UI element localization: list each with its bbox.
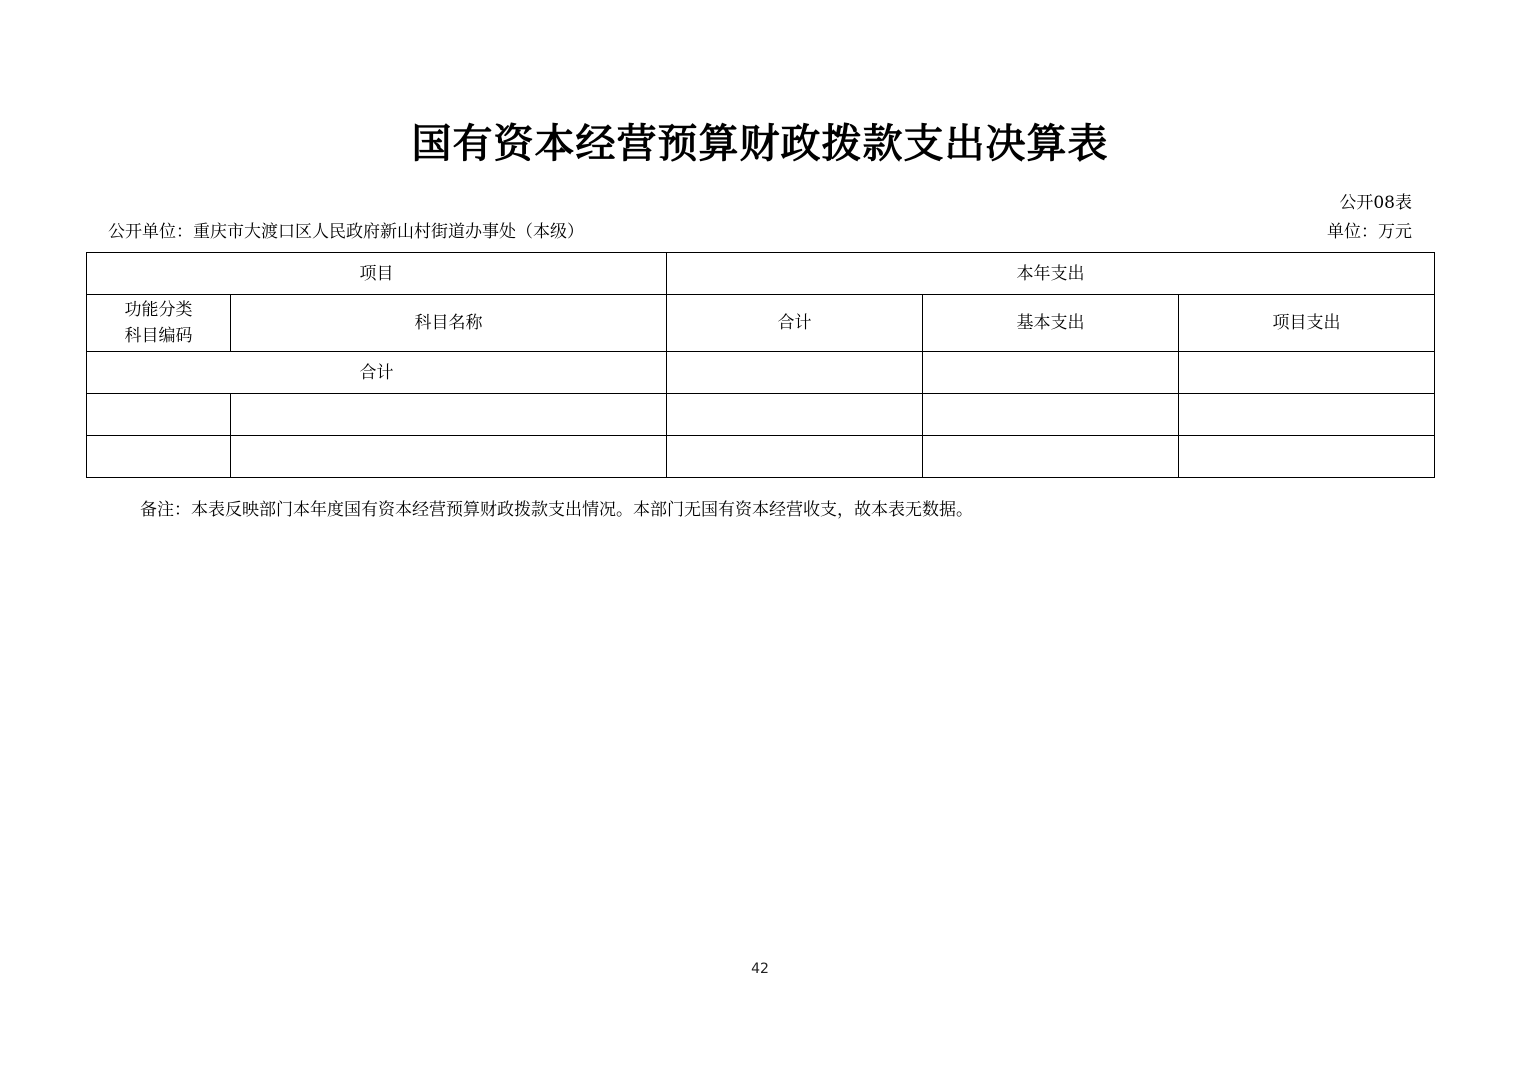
table-row — [87, 394, 1435, 436]
header-expense: 本年支出 — [667, 253, 1435, 295]
name-cell — [231, 436, 667, 478]
page-title: 国有资本经营预算财政拨款支出决算表 — [411, 121, 1109, 167]
total-row — [87, 352, 1435, 394]
code-cell — [87, 394, 231, 436]
header-code — [87, 295, 231, 352]
header-group-row — [87, 253, 1435, 295]
org-label: 公开单位：重庆市大渡口区人民政府新山村街道办事处（本级） — [108, 222, 584, 242]
table-number: 公开08表 — [1339, 193, 1412, 213]
header-code-line2: 科目编码 — [124, 326, 193, 346]
header-item: 项目 — [87, 253, 667, 295]
name-cell — [231, 394, 667, 436]
code-cell — [87, 436, 231, 478]
header-project: 项目支出 — [1179, 295, 1435, 352]
project-cell — [1179, 394, 1435, 436]
total-cell — [667, 436, 923, 478]
unit-label: 单位：万元 — [1327, 222, 1412, 242]
table-row — [87, 436, 1435, 478]
basic-cell — [923, 436, 1179, 478]
header-code-line1: 功能分类 — [124, 300, 193, 320]
page-number: 42 — [751, 961, 769, 977]
header-total: 合计 — [667, 295, 923, 352]
basic-cell — [923, 352, 1179, 394]
project-cell — [1179, 436, 1435, 478]
total-row-label: 合计 — [87, 352, 667, 394]
note: 备注：本表反映部门本年度国有资本经营预算财政拨款支出情况。本部门无国有资本经营收支，故本表无数据。 — [140, 500, 973, 520]
total-cell — [667, 394, 923, 436]
total-cell — [667, 352, 923, 394]
basic-cell — [923, 394, 1179, 436]
header-basic: 基本支出 — [923, 295, 1179, 352]
header-name: 科目名称 — [231, 295, 667, 352]
project-cell — [1179, 352, 1435, 394]
expenditure-table — [86, 252, 1435, 478]
header-column-row — [87, 295, 1435, 352]
